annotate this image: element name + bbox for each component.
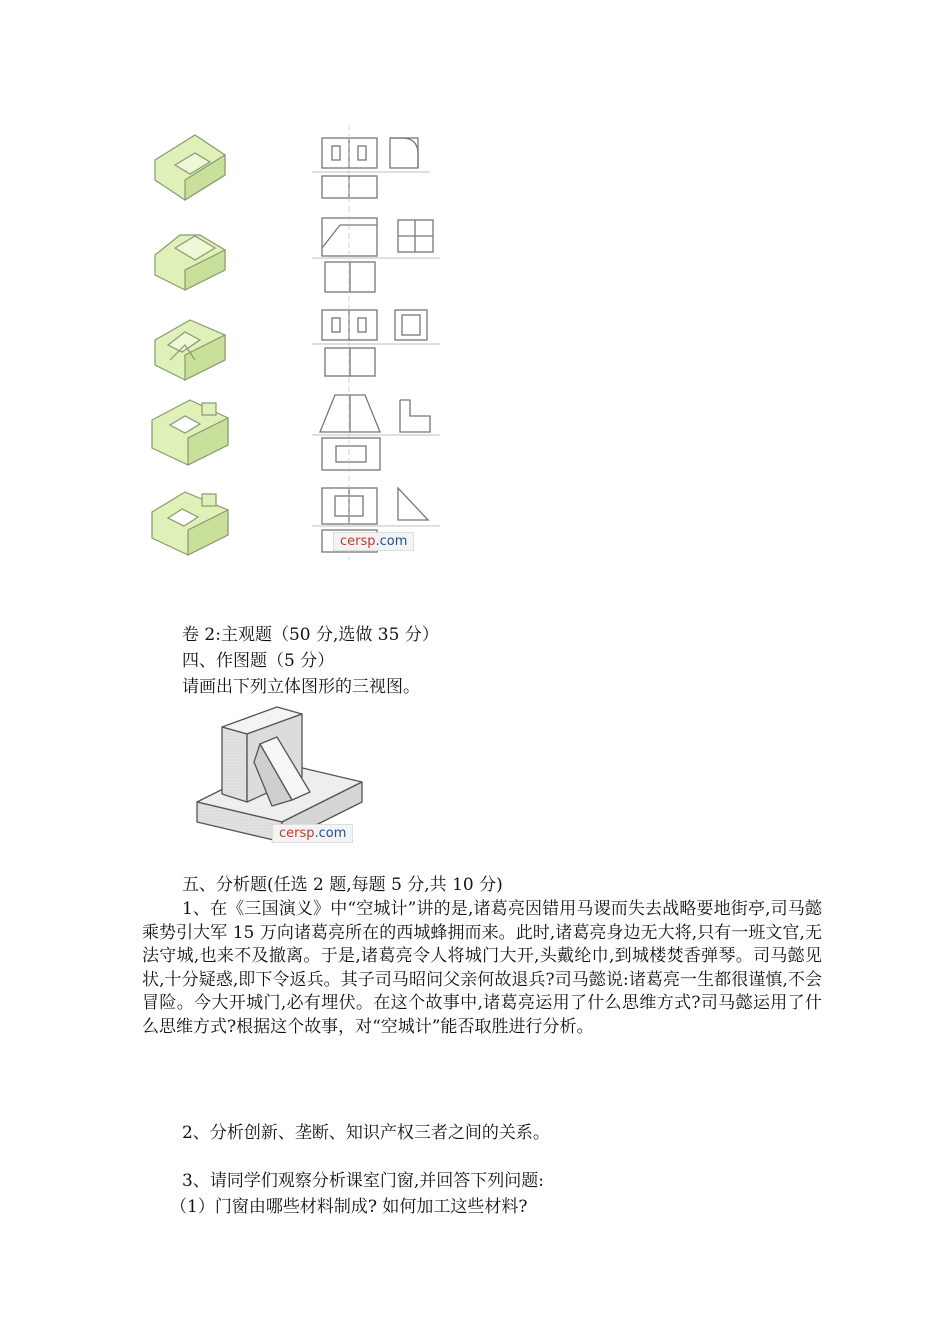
three-view-drawing-1 bbox=[312, 138, 430, 198]
section-five-heading: 五、分析题(任选 2 题,每题 5 分,共 10 分) bbox=[182, 875, 503, 895]
three-view-drawing-3 bbox=[312, 310, 440, 376]
question-2-text: 2、分析创新、垄断、知识产权三者之间的关系。 bbox=[182, 1123, 550, 1143]
isometric-solid-5 bbox=[152, 492, 228, 555]
three-view-drawing-2 bbox=[312, 218, 440, 292]
question-1-text: 1、在《三国演义》中“空城计”讲的是,诸葛亮因错用马谡而失去战略要地街亭,司马懿乘势引大军 15 万向诸葛亮所在的西城蜂拥而来。此时,诸葛亮身边无大将,只有一班文官,无法守城,也来不及撤离。于是,诸葛亮令人将城门大开,头戴纶巾,到城楼焚香弹琴。司马懿见状,十分疑惑,即下令返兵。其子司马昭问父亲何故退兵?司马懿说:诸葛亮一生都很谨慎,不会冒险。今大开城门,必有埋伏。在这个故事中,诸葛亮运用了什么思维方式?司马懿运用了什么思维方式?根据这个故事，对“空城计”能否取胜进行分析。 bbox=[142, 899, 822, 1037]
isometric-solid-2 bbox=[155, 235, 225, 290]
section-four-heading: 四、作图题（5 分） bbox=[182, 651, 335, 671]
isometric-solid-1 bbox=[155, 135, 225, 200]
question-3-text: 3、请同学们观察分析课室门窗,并回答下列问题: bbox=[182, 1171, 544, 1191]
question-3-sub-1: （1）门窗由哪些材料制成? 如何加工这些材料? bbox=[170, 1197, 528, 1217]
volume2-heading: 卷 2:主观题（50 分,选做 35 分） bbox=[182, 625, 439, 645]
watermark-1: cersp.com bbox=[333, 532, 414, 551]
isometric-solid-4 bbox=[152, 400, 228, 465]
three-view-matching-figure bbox=[140, 120, 460, 570]
section-four-instruction: 请画出下列立体图形的三视图。 bbox=[182, 677, 420, 697]
three-view-drawing-4 bbox=[312, 395, 440, 470]
watermark-2: cersp.com bbox=[272, 824, 353, 843]
isometric-solid-3 bbox=[155, 320, 225, 380]
